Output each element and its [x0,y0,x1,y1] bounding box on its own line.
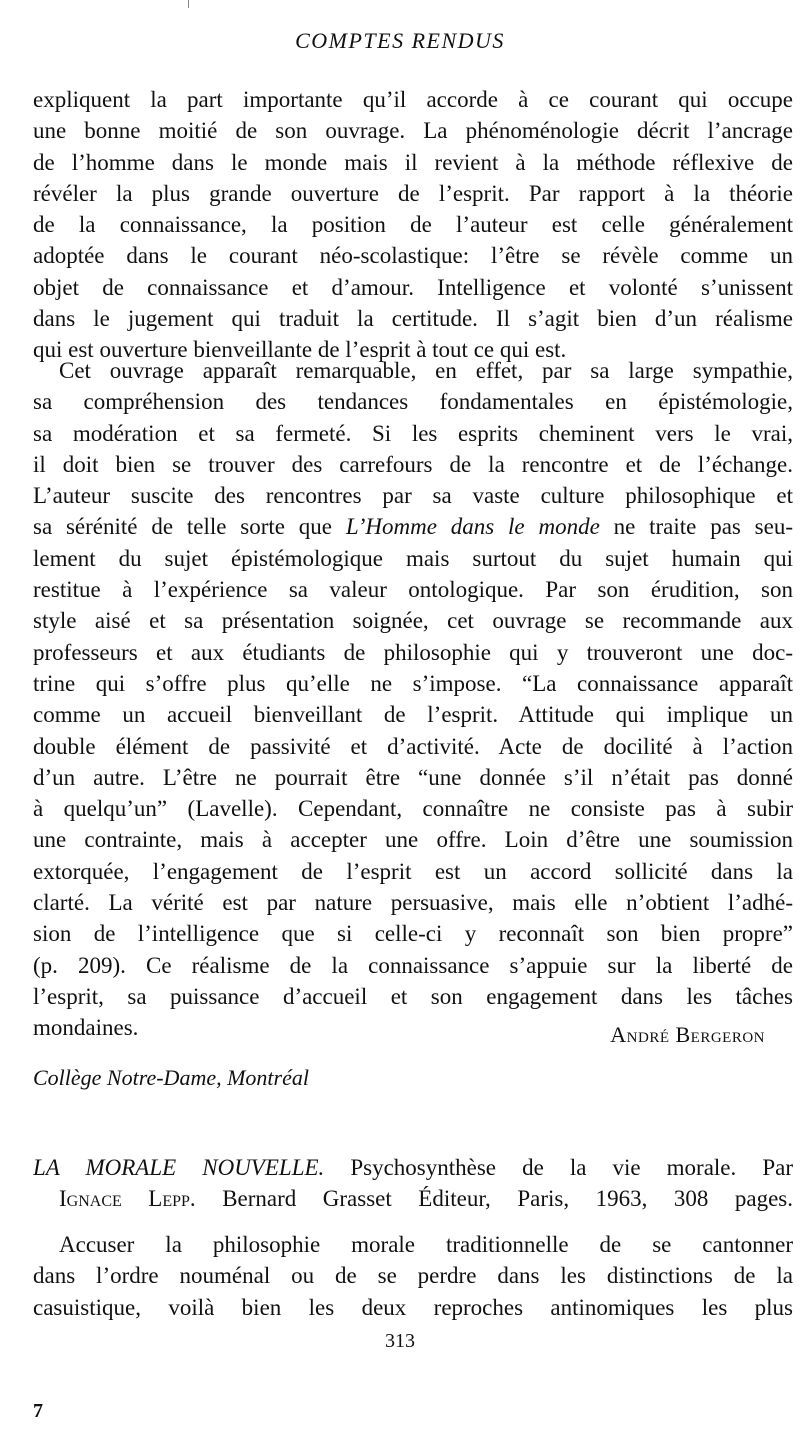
text-line: extorquée, l’engagement de l’esprit est un accord sollicité dans la [33,858,793,884]
review2-author: Ignace Lepp [59,1186,190,1212]
text-line: dans l’ordre nouménal ou de se perdre dans les distinctions de la [33,1263,793,1289]
text-line: (p. 209). Ce réalisme de la connaissance s’appuie sur la liberté de [33,952,793,978]
text-line: qui est ouverture bienveillante de l’esprit à tout ce qui est. [33,337,567,363]
printer-signature-mark: 7 [33,1400,43,1422]
text-segment: ne traite pas seu- [599,514,793,540]
review2-publication: . Bernard Grasset Éditeur, Paris, 1963, 308 pages. [189,1186,793,1212]
text-line: professeurs et aux étudiants de philosophie qui y trouveront une doc- [33,639,793,665]
text-line: restitue à l’expérience sa valeur ontologique. Par son érudition, son [33,577,793,603]
text-line: L’auteur suscite des rencontres par sa vaste culture philosophique et [33,483,793,509]
text-segment: sa sérénité de telle sorte que [33,514,346,540]
text-line: adoptée dans le courant néo-scolastique: l’être se révèle comme un [33,243,793,269]
text-line: sa modération et sa fermeté. Si les esprits cheminent vers le vrai, [33,420,793,446]
text-line: double élément de passivité et d’activité. Acte de docilité à l’action [33,733,793,759]
review2-subtitle: Psychosynthèse de la vie morale. Par [324,1155,793,1180]
scan-tick-mark [188,0,189,8]
text-line: il doit bien se trouver des carrefours de la rencontre et de l’échange. [33,451,793,477]
text-line: objet de connaissance et d’amour. Intelligence et volonté s’unissent [33,274,793,300]
review2-body [33,1229,793,1323]
reviewer-affiliation: Collège Notre-Dame, Montréal [33,1065,309,1090]
text-line: expliquent la part importante qu’il accorde à ce courant qui occupe [33,87,793,112]
text-line: une bonne moitié de son ouvrage. La phénoménologie décrit l’ancrage [33,118,793,144]
book-title: L’Homme dans le monde [345,514,600,540]
text-line: sa compréhension des tendances fondamentales en épistémologie, [33,389,793,415]
text-line: style aisé et sa présentation soignée, cet ouvrage se recommande aux [33,608,793,634]
text-line: une contrainte, mais à accepter une offre. Loin d’être une soumission [33,827,793,853]
text-line: Accuser la philosophie morale traditionnelle de se cantonner [59,1232,793,1257]
reviewer-signature: André Bergeron [610,1022,765,1047]
text-line-with-title [33,511,793,542]
review2-book-title: LA MORALE NOUVELLE. [33,1155,325,1180]
text-line: Cet ouvrage apparaît remarquable, en effet, par sa large sympathie, [59,358,793,383]
text-line: sion de l’intelligence que si celle-ci y reconnaît son bien propre” [33,921,793,947]
text-line: de la connaissance, la position de l’auteur est celle généralement [33,212,793,238]
review2-heading-line1 [33,1152,793,1183]
text-line: mondaines. [33,1015,139,1041]
review2-heading-line2 [33,1183,793,1214]
text-line: l’esprit, sa puissance d’accueil et son engagement dans les tâches [33,983,793,1009]
text-line: lement du sujet épistémologique mais surtout du sujet humain qui [33,545,793,571]
page-number: 313 [385,1330,415,1352]
review1-continuation-paragraph [33,84,793,366]
text-line: à quelqu’un” (Lavelle). Cependant, connaître ne consiste pas à subir [33,796,793,822]
text-line: comme un accueil bienveillant de l’esprit. Attitude qui implique un [33,702,793,728]
text-line: dans le jugement qui traduit la certitude. Il s’agit bien d’un réalisme [33,306,793,332]
text-line: trine qui s’offre plus qu’elle ne s’impose. “La connaissance apparaît [33,670,793,696]
running-header: COMPTES RENDUS [295,28,505,53]
text-line: casuistique, voilà bien les deux reproches antinomiques les plus [33,1294,793,1320]
review1-second-paragraph [33,355,793,1044]
text-line: de l’homme dans le monde mais il revient à la méthode réflexive de [33,149,793,175]
review2-heading [33,1152,793,1215]
text-line: d’un autre. L’être ne pourrait être “une donnée s’il n’était pas donné [33,764,793,790]
text-line: révéler la plus grande ouverture de l’esprit. Par rapport à la théorie [33,180,793,206]
text-line: clarté. La vérité est par nature persuasive, mais elle n’obtient l’adhé- [33,890,793,916]
